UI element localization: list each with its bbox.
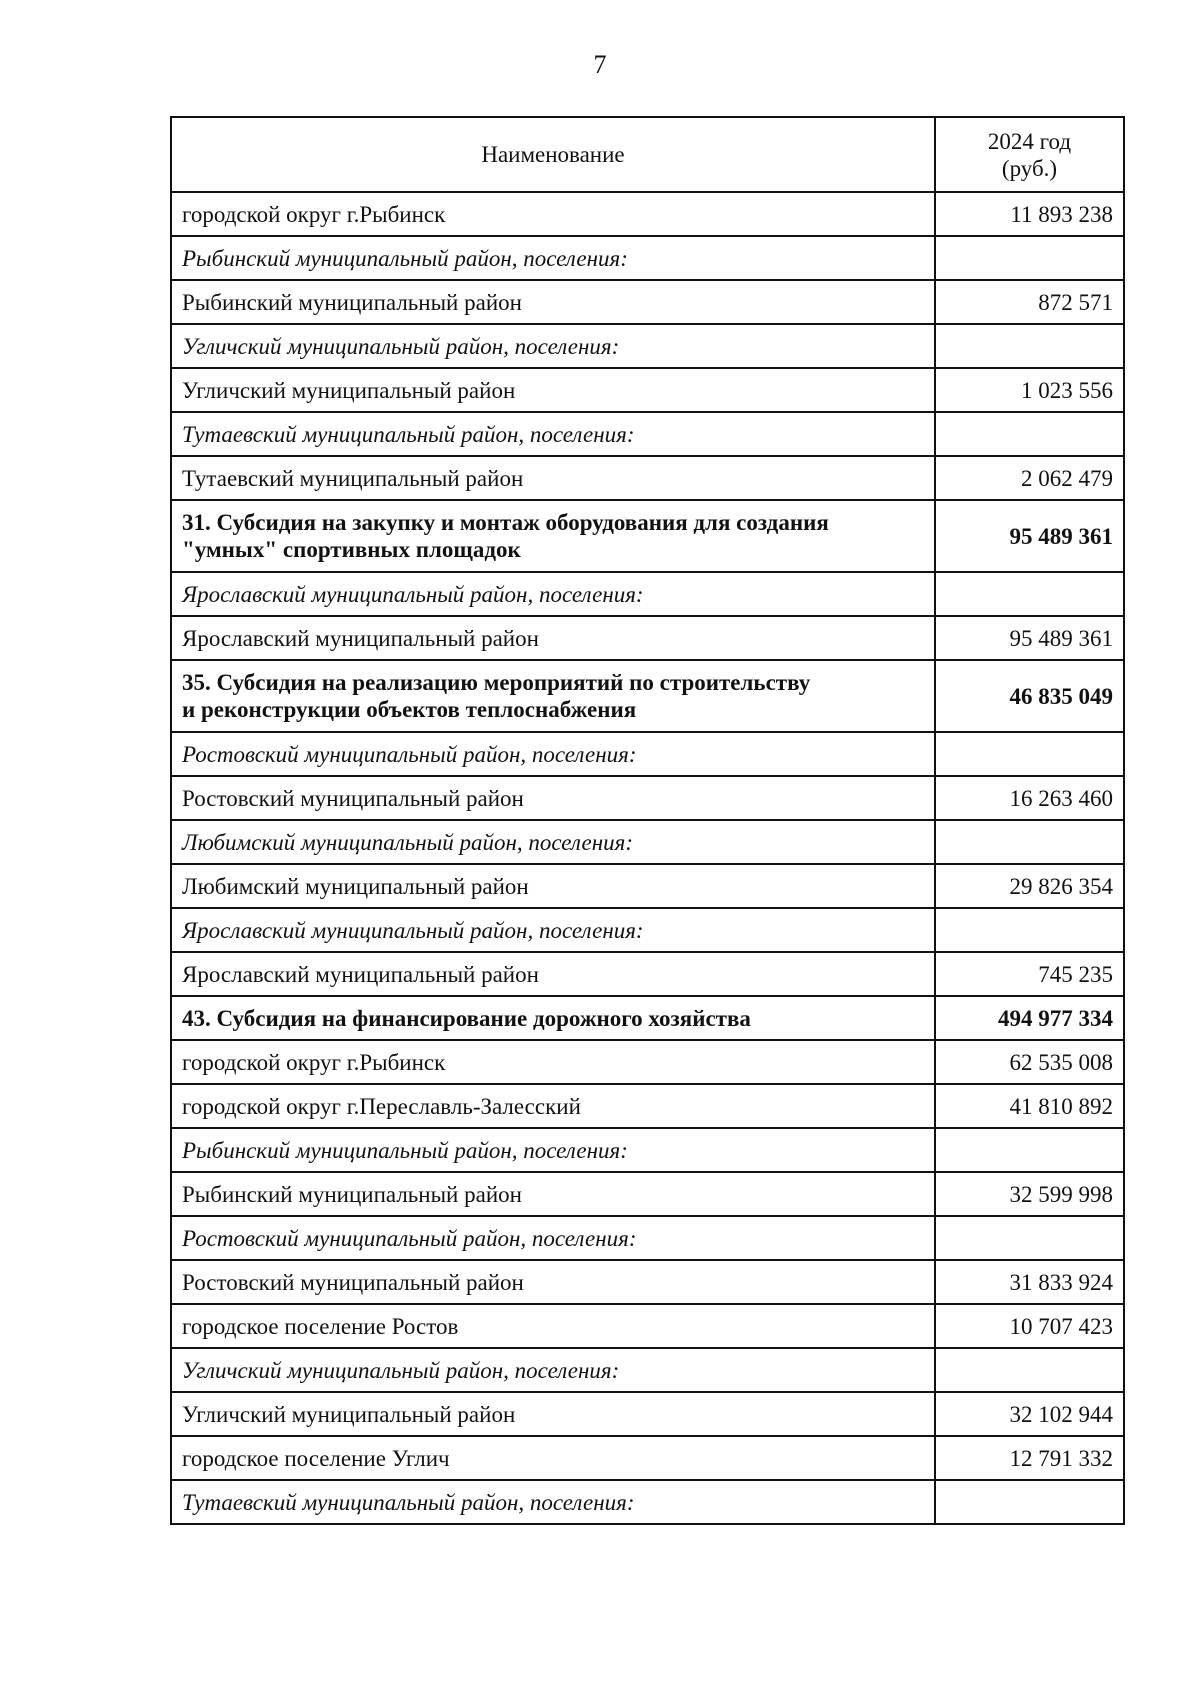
page-number: 7 <box>593 50 607 79</box>
district-heading: Ярославский муниципальный район, поселения: <box>171 908 935 952</box>
row-value: 62 535 008 <box>935 1040 1124 1084</box>
row-name: Угличский муниципальный район <box>171 1392 935 1436</box>
row-name: Рыбинский муниципальный район <box>171 1172 935 1216</box>
column-header-year <box>935 117 1124 192</box>
row-value <box>935 572 1124 616</box>
table-row <box>171 952 1124 996</box>
row-value: 10 707 423 <box>935 1304 1124 1348</box>
row-value: 745 235 <box>935 952 1124 996</box>
row-value: 16 263 460 <box>935 776 1124 820</box>
table-row <box>171 456 1124 500</box>
row-value: 32 599 998 <box>935 1172 1124 1216</box>
row-value <box>935 1348 1124 1392</box>
row-value <box>935 820 1124 864</box>
table-header <box>171 117 1124 192</box>
subsidy-row <box>171 996 1124 1040</box>
table-row <box>171 864 1124 908</box>
subsidy-total: 46 835 049 <box>935 660 1124 732</box>
row-name: Ярославский муниципальный район <box>171 952 935 996</box>
row-name: Угличский муниципальный район <box>171 368 935 412</box>
subsidy-title-line: "умных" спортивных площадок <box>182 537 521 562</box>
district-heading: Тутаевский муниципальный район, поселения: <box>171 412 935 456</box>
year-label: 2024 год <box>987 128 1072 154</box>
table-row <box>171 1260 1124 1304</box>
subsidy-title <box>171 660 935 732</box>
row-value <box>935 236 1124 280</box>
table-row <box>171 1040 1124 1084</box>
row-value: 31 833 924 <box>935 1260 1124 1304</box>
budget-table <box>170 116 1125 1525</box>
district-heading: Угличский муниципальный район, поселения: <box>171 324 935 368</box>
row-value: 41 810 892 <box>935 1084 1124 1128</box>
row-name: городской округ г.Рыбинск <box>171 192 935 236</box>
district-heading: Рыбинский муниципальный район, поселения: <box>171 236 935 280</box>
table-row <box>171 1084 1124 1128</box>
row-value <box>935 1480 1124 1524</box>
district-heading: Тутаевский муниципальный район, поселения: <box>171 1480 935 1524</box>
subsidy-total: 95 489 361 <box>935 500 1124 572</box>
table-row <box>171 1128 1124 1172</box>
subsidy-row <box>171 660 1124 732</box>
district-heading: Угличский муниципальный район, поселения: <box>171 1348 935 1392</box>
row-value <box>935 1216 1124 1260</box>
table-row <box>171 820 1124 864</box>
row-name: городское поселение Ростов <box>171 1304 935 1348</box>
row-name: Ростовский муниципальный район <box>171 776 935 820</box>
table-row <box>171 572 1124 616</box>
table-row <box>171 1304 1124 1348</box>
table-row <box>171 1480 1124 1524</box>
subsidy-title-line: 35. Субсидия на реализацию мероприятий по строительству <box>182 670 811 695</box>
column-header-name: Наименование <box>171 117 935 192</box>
row-name: городской округ г.Рыбинск <box>171 1040 935 1084</box>
table-row <box>171 1436 1124 1480</box>
table-row <box>171 908 1124 952</box>
table-row <box>171 412 1124 456</box>
currency-label: (руб.) <box>1001 155 1058 181</box>
district-heading: Ярославский муниципальный район, поселения: <box>171 572 935 616</box>
table-row <box>171 236 1124 280</box>
row-value: 1 023 556 <box>935 368 1124 412</box>
row-name: Ярославский муниципальный район <box>171 616 935 660</box>
row-value <box>935 324 1124 368</box>
row-name: городское поселение Углич <box>171 1436 935 1480</box>
table-row <box>171 1392 1124 1436</box>
row-value <box>935 908 1124 952</box>
row-name: Ростовский муниципальный район <box>171 1260 935 1304</box>
district-heading: Ростовский муниципальный район, поселения: <box>171 1216 935 1260</box>
table-row <box>171 192 1124 236</box>
row-name: Тутаевский муниципальный район <box>171 456 935 500</box>
table-row <box>171 368 1124 412</box>
subsidy-row <box>171 500 1124 572</box>
row-value: 29 826 354 <box>935 864 1124 908</box>
row-value: 95 489 361 <box>935 616 1124 660</box>
district-heading: Ростовский муниципальный район, поселения: <box>171 732 935 776</box>
row-value: 12 791 332 <box>935 1436 1124 1480</box>
table-row <box>171 280 1124 324</box>
row-value <box>935 1128 1124 1172</box>
row-value: 11 893 238 <box>935 192 1124 236</box>
row-value: 2 062 479 <box>935 456 1124 500</box>
district-heading: Рыбинский муниципальный район, поселения: <box>171 1128 935 1172</box>
header-row <box>171 117 1124 192</box>
subsidy-title <box>171 500 935 572</box>
table-row <box>171 732 1124 776</box>
table-row <box>171 1172 1124 1216</box>
row-name: городской округ г.Переславль-Залесский <box>171 1084 935 1128</box>
row-value <box>935 412 1124 456</box>
table-row <box>171 324 1124 368</box>
subsidy-title: 43. Субсидия на финансирование дорожного хозяйства <box>171 996 935 1040</box>
subsidy-total: 494 977 334 <box>935 996 1124 1040</box>
row-name: Рыбинский муниципальный район <box>171 280 935 324</box>
table-row <box>171 1216 1124 1260</box>
table-row <box>171 1348 1124 1392</box>
row-value: 32 102 944 <box>935 1392 1124 1436</box>
district-heading: Любимский муниципальный район, поселения: <box>171 820 935 864</box>
row-value <box>935 732 1124 776</box>
row-name: Любимский муниципальный район <box>171 864 935 908</box>
subsidy-title-line: 31. Субсидия на закупку и монтаж оборудования для создания <box>182 510 829 535</box>
table-row <box>171 616 1124 660</box>
table-row <box>171 776 1124 820</box>
row-value: 872 571 <box>935 280 1124 324</box>
subsidy-title-line: и реконструкции объектов теплоснабжения <box>182 697 637 722</box>
